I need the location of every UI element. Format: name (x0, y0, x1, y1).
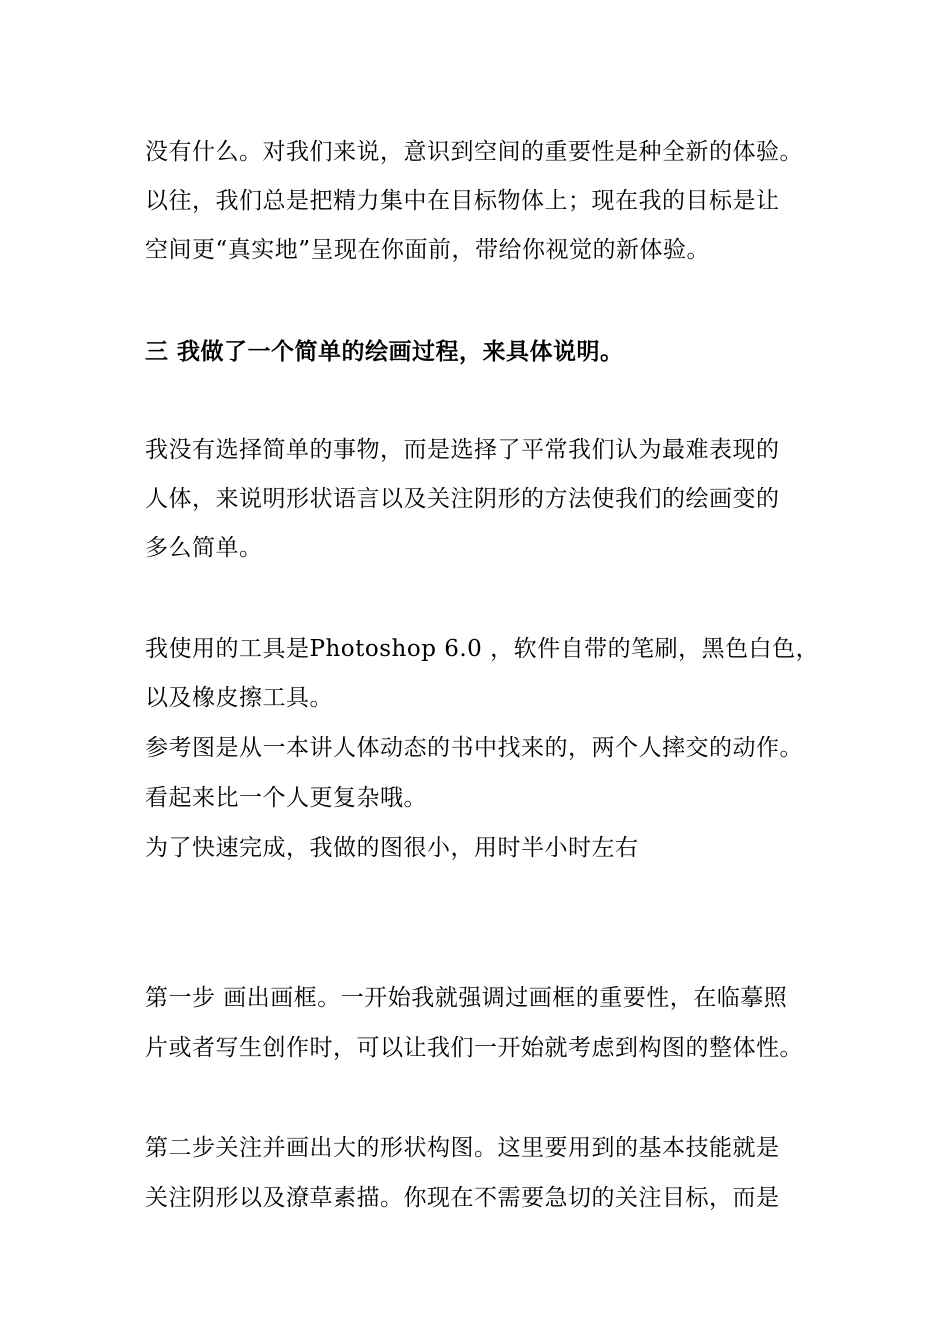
text-line: 以往，我们总是把精力集中在目标物体上；现在我的目标是让 (145, 188, 780, 214)
text-line: 空间更“真实地”呈现在你面前，带给你视觉的新体验。 (145, 237, 711, 263)
text-line: 参考图是从一本讲人体动态的书中找来的，两个人摔交的动作。 (145, 735, 803, 761)
text-line: 人体，来说明形状语言以及关注阴形的方法使我们的绘画变的 (145, 486, 780, 512)
text-line: 我使用的工具是Photoshop 6.0 ，软件自带的笔刷，黑色白色， (145, 636, 820, 662)
text-line: 以及橡皮擦工具。 (145, 685, 333, 711)
text-line: 关注阴形以及潦草素描。你现在不需要急切的关注目标，而是 (145, 1185, 780, 1211)
section-heading: 三 我做了一个简单的绘画过程，来具体说明。 (145, 339, 624, 365)
text-line: 没有什么。对我们来说，意识到空间的重要性是种全新的体验。 (145, 139, 803, 165)
text-line: 片或者写生创作时，可以让我们一开始就考虑到构图的整体性。 (145, 1035, 803, 1061)
text-line: 看起来比一个人更复杂哦。 (145, 785, 427, 811)
text-line: 第二步关注并画出大的形状构图。这里要用到的基本技能就是 (145, 1135, 780, 1161)
text-line: 多么简单。 (145, 535, 263, 561)
text-line: 我没有选择简单的事物，而是选择了平常我们认为最难表现的 (145, 437, 780, 463)
text-line: 为了快速完成，我做的图很小，用时半小时左右 (145, 835, 639, 861)
text-line: 第一步 画出画框。一开始我就强调过画框的重要性，在临摹照 (145, 985, 788, 1011)
